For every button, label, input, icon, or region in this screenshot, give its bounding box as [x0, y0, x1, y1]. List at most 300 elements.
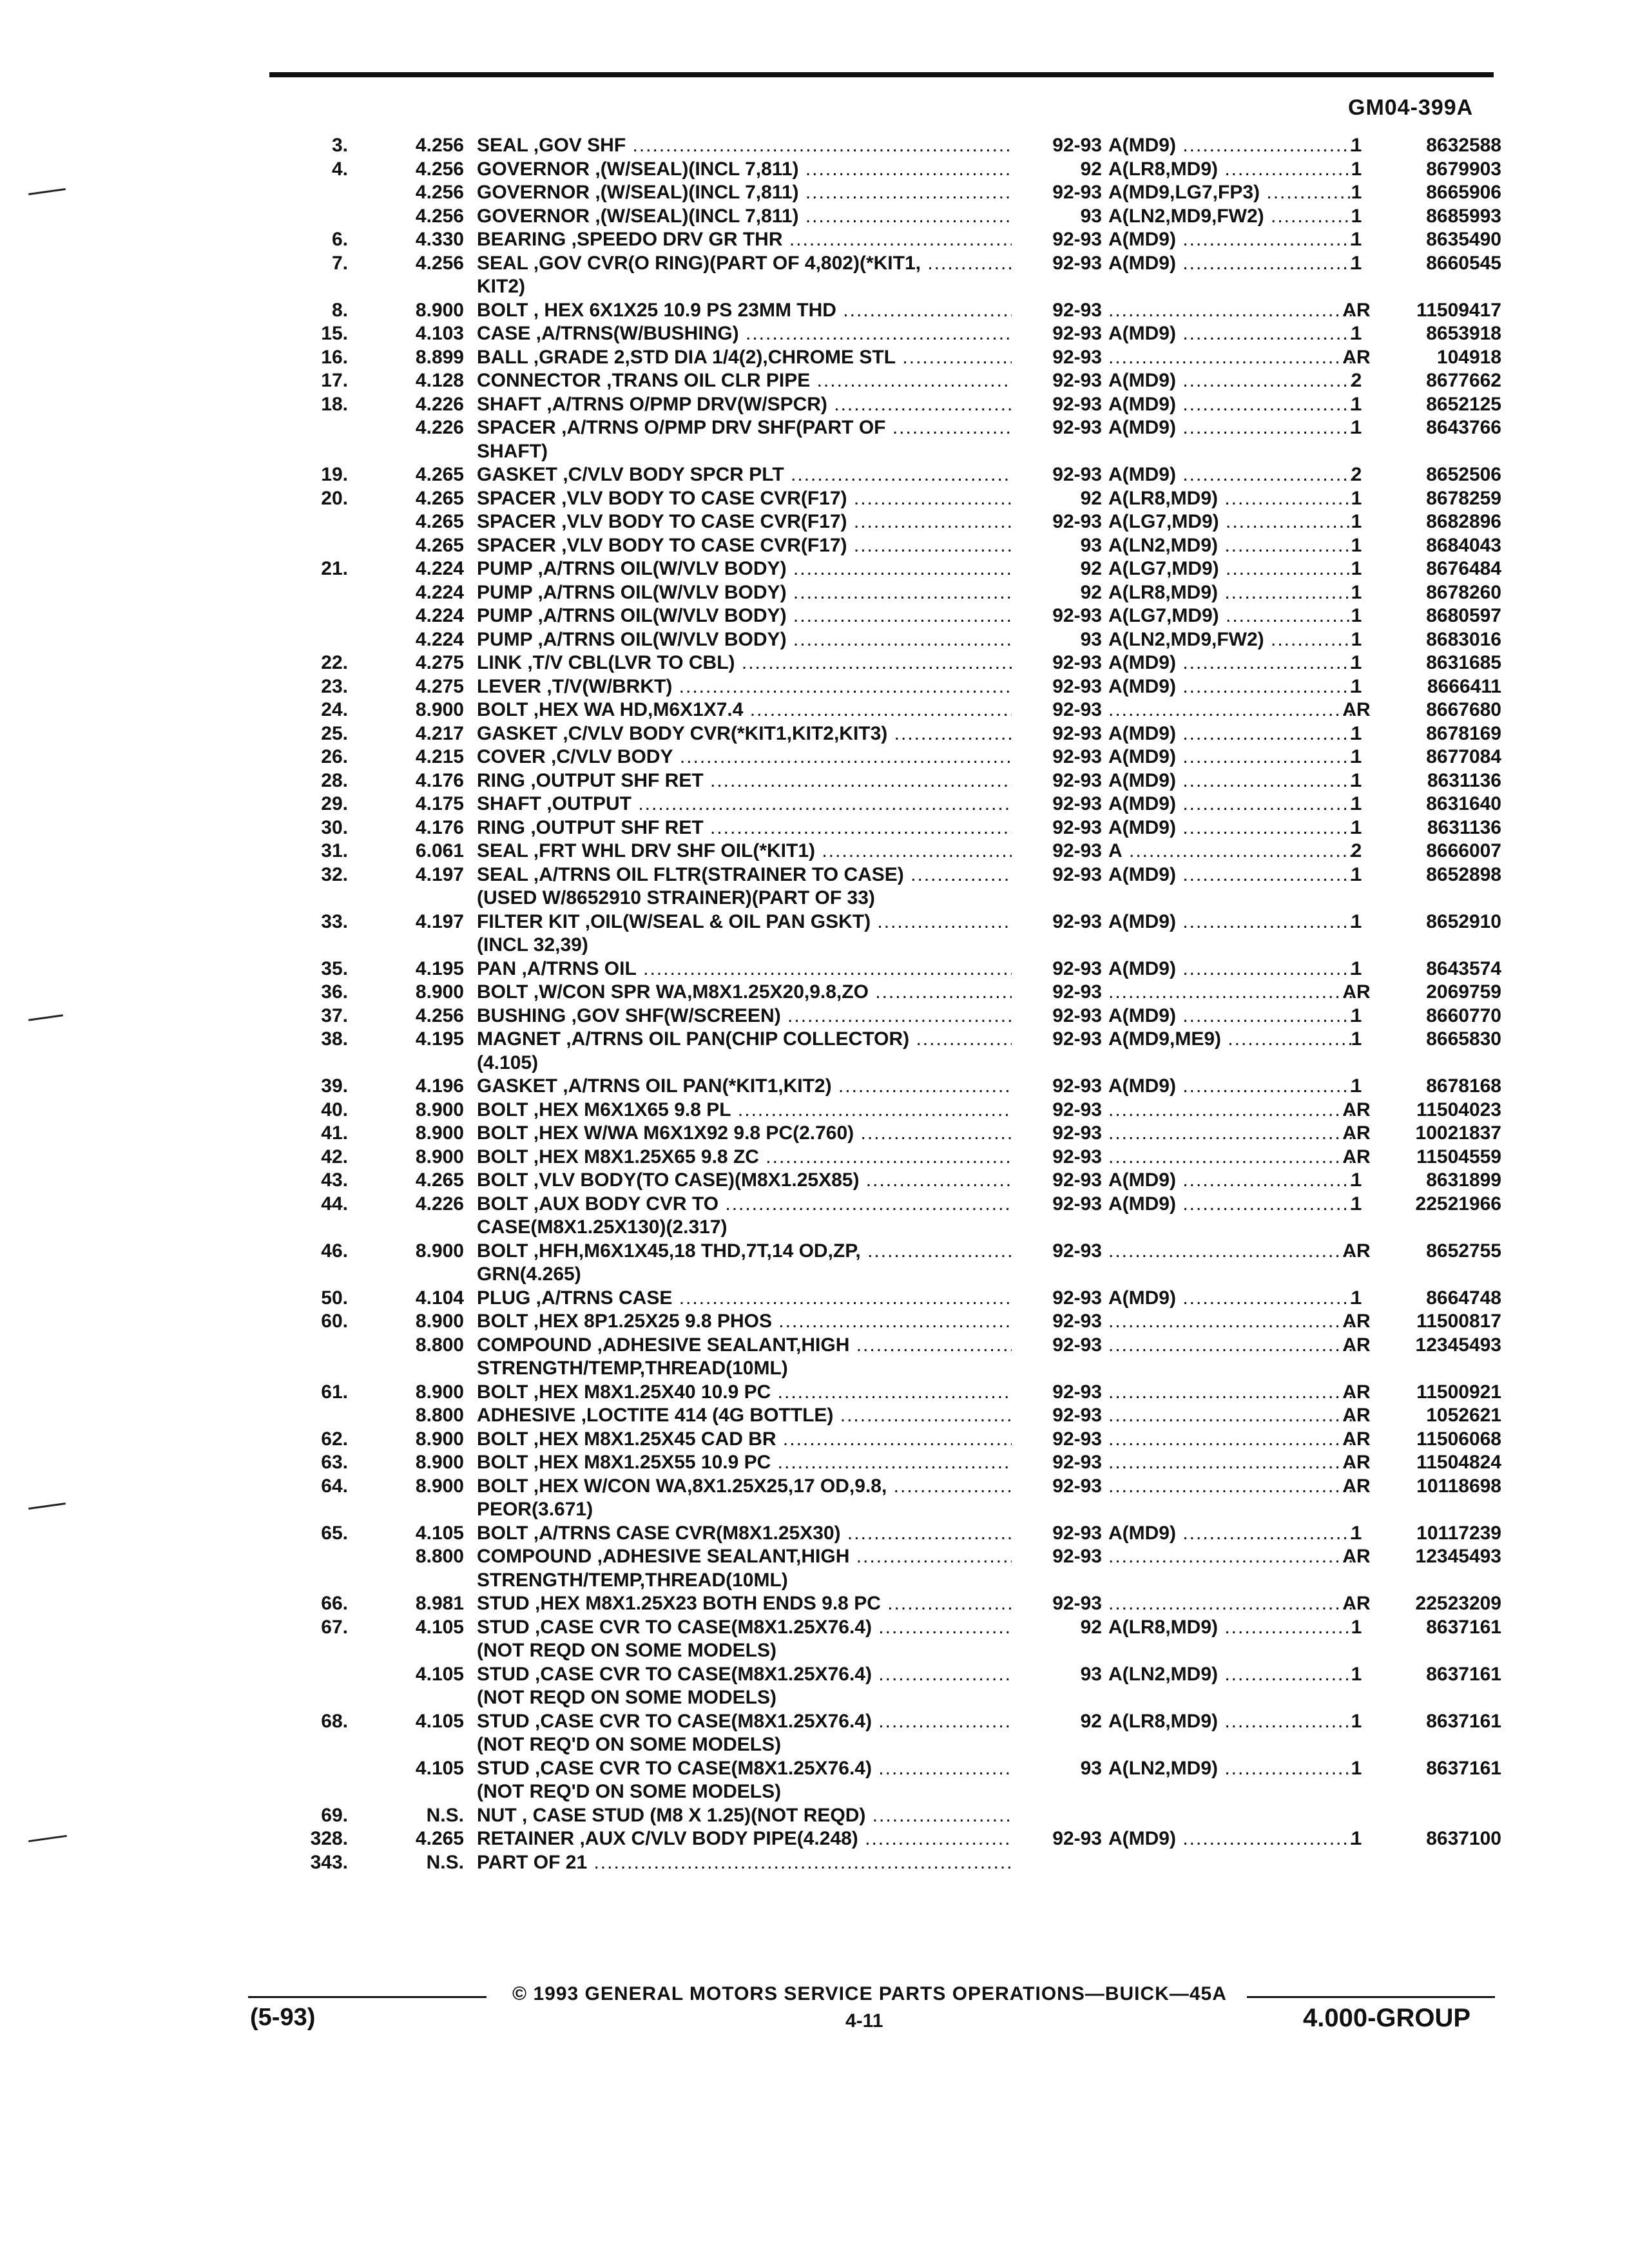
description	[477, 1193, 1012, 1216]
model-years: 92-93	[1052, 699, 1102, 720]
usage-code	[1108, 134, 1353, 157]
model-years: 93	[1080, 628, 1102, 650]
ref-number: 42.	[321, 1146, 348, 1168]
model-years: 92-93	[1052, 1146, 1102, 1168]
description	[477, 863, 1012, 887]
description	[477, 745, 1012, 769]
part-number: 8678260	[1426, 581, 1501, 603]
usage-code-text	[1108, 300, 1353, 321]
part-row-continuation	[0, 1569, 1629, 1593]
part-row	[0, 1404, 1629, 1428]
usage-code	[1108, 1663, 1353, 1686]
group-number: 4.105	[415, 1663, 464, 1685]
model-years: 92	[1080, 1710, 1102, 1732]
description-text: SPACER ,A/TRNS O/PMP DRV SHF(PART OF .....	[477, 417, 1012, 438]
group-number: 4.256	[415, 182, 464, 203]
usage-code	[1108, 840, 1353, 863]
ref-number: 26.	[321, 746, 348, 767]
usage-code	[1108, 1545, 1353, 1568]
description	[477, 769, 1012, 793]
part-number: 8631685	[1426, 652, 1501, 673]
part-number: 8666411	[1427, 675, 1501, 697]
part-row-continuation	[0, 934, 1629, 957]
part-number: 8678168	[1426, 1075, 1501, 1097]
model-years: 92-93	[1052, 910, 1102, 932]
usage-code	[1108, 393, 1353, 416]
ref-number: 17.	[321, 370, 348, 391]
description-text: COVER ,C/VLV BODY .....	[477, 746, 1012, 767]
description	[477, 1287, 1012, 1310]
description	[477, 1663, 1012, 1686]
quantity: 1	[1351, 511, 1362, 532]
ref-number: 64.	[321, 1475, 348, 1497]
description-text: BOLT ,HEX W/CON WA,8X1.25X25,17 OD,9.8, .....	[477, 1475, 1012, 1497]
description	[477, 604, 1012, 628]
ref-number: 44.	[321, 1193, 348, 1215]
part-row	[0, 1757, 1629, 1781]
group-number: 4.256	[415, 1004, 464, 1026]
description	[477, 1757, 1012, 1780]
description	[477, 1780, 1012, 1803]
usage-code	[1108, 793, 1353, 816]
part-row	[0, 1663, 1629, 1687]
group-number: 4.224	[415, 558, 464, 579]
model-years: 92-93	[1052, 252, 1102, 274]
usage-code-text: A(LN2,MD9,FW2) .....	[1108, 629, 1353, 650]
part-row-continuation	[0, 1263, 1629, 1287]
ref-number: 328.	[310, 1828, 348, 1849]
usage-code-text: A(MD9,LG7,FP3) .....	[1108, 182, 1353, 203]
ref-number: 67.	[321, 1616, 348, 1638]
part-number: 8637100	[1426, 1828, 1501, 1849]
ref-number: 25.	[321, 722, 348, 744]
quantity: AR	[1342, 1428, 1371, 1450]
part-row	[0, 416, 1629, 440]
description-text: STRENGTH/TEMP,THREAD(10ML)	[477, 1569, 788, 1591]
description	[477, 275, 1012, 298]
usage-code-text: A(MD9) .....	[1108, 135, 1353, 156]
description-text: BOLT ,HEX WA HD,M6X1X7.4 .....	[477, 699, 1012, 720]
usage-code-text	[1108, 347, 1353, 368]
model-years: 92-93	[1052, 1381, 1102, 1403]
usage-code	[1108, 487, 1353, 510]
description	[477, 722, 1012, 745]
description	[477, 534, 1012, 557]
usage-code-text	[1108, 1452, 1353, 1473]
description	[477, 1169, 1012, 1192]
quantity: AR	[1342, 1405, 1371, 1426]
quantity: 1	[1351, 910, 1362, 932]
model-years: 92-93	[1052, 981, 1102, 1003]
ref-number: 6.	[331, 229, 348, 250]
model-years: 92-93	[1052, 1169, 1102, 1191]
usage-code-text	[1108, 1240, 1353, 1262]
part-row	[0, 910, 1629, 934]
part-number: 8643766	[1426, 417, 1501, 438]
part-row	[0, 1169, 1629, 1193]
usage-code	[1108, 1028, 1353, 1051]
part-row	[0, 957, 1629, 981]
description	[477, 1733, 1012, 1756]
group-number: 6.061	[415, 840, 464, 861]
description-text: SHAFT ,OUTPUT .....	[477, 793, 1012, 814]
part-number: 11504023	[1416, 1099, 1501, 1120]
usage-code	[1108, 322, 1353, 345]
group-number: 4.104	[415, 1287, 464, 1309]
description	[477, 1381, 1012, 1404]
group-number: 4.265	[415, 487, 464, 509]
group-number: 4.105	[415, 1616, 464, 1638]
description-text: MAGNET ,A/TRNS OIL PAN(CHIP COLLECTOR) .....	[477, 1028, 1012, 1050]
group-number: 8.900	[415, 1146, 464, 1168]
description-text: LEVER ,T/V(W/BRKT) .....	[477, 676, 1012, 697]
description-text: BALL ,GRADE 2,STD DIA 1/4(2),CHROME STL .....	[477, 347, 1012, 368]
ref-number: 29.	[321, 793, 348, 814]
usage-code	[1108, 981, 1353, 1004]
model-years: 92-93	[1052, 323, 1102, 344]
part-row-continuation	[0, 1052, 1629, 1075]
ref-number: 7.	[331, 252, 348, 274]
group-number: 8.900	[415, 699, 464, 720]
model-years: 92-93	[1052, 1334, 1102, 1356]
description	[477, 1004, 1012, 1028]
model-years: 92-93	[1052, 1075, 1102, 1097]
description	[477, 322, 1012, 345]
description-text: SPACER ,VLV BODY TO CASE CVR(F17) .....	[477, 488, 1012, 509]
part-row	[0, 463, 1629, 487]
model-years: 92-93	[1052, 1028, 1102, 1050]
part-number: 8652125	[1426, 393, 1501, 415]
group-number: 8.981	[415, 1593, 464, 1614]
usage-code-text	[1108, 1334, 1353, 1356]
model-years: 92-93	[1052, 1311, 1102, 1332]
quantity: 1	[1351, 393, 1362, 415]
quantity: 1	[1351, 323, 1362, 344]
quantity: AR	[1342, 699, 1371, 720]
description	[477, 1122, 1012, 1145]
usage-code	[1108, 557, 1353, 581]
description-text: BOLT ,HEX W/WA M6X1X92 9.8 PC(2.760) .....	[477, 1122, 1012, 1144]
ref-number: 22.	[321, 652, 348, 673]
description	[477, 369, 1012, 392]
model-years: 92-93	[1052, 135, 1102, 156]
part-row	[0, 793, 1629, 816]
model-years: 92-93	[1052, 1240, 1102, 1262]
description	[477, 651, 1012, 675]
part-row	[0, 322, 1629, 346]
group-number: 4.217	[415, 722, 464, 744]
part-row	[0, 1075, 1629, 1099]
description	[477, 1357, 1012, 1380]
part-row	[0, 346, 1629, 370]
usage-code	[1108, 1122, 1353, 1145]
quantity: AR	[1342, 1334, 1371, 1356]
description-text: COMPOUND ,ADHESIVE SEALANT,HIGH .....	[477, 1546, 1012, 1567]
usage-code	[1108, 1522, 1353, 1545]
quantity: 1	[1351, 652, 1362, 673]
description	[477, 1569, 1012, 1592]
part-number: 11506068	[1416, 1428, 1501, 1450]
description	[477, 134, 1012, 157]
description	[477, 487, 1012, 510]
description-text: (NOT REQD ON SOME MODELS)	[477, 1687, 776, 1708]
ref-number: 8.	[331, 299, 348, 321]
quantity: AR	[1342, 1381, 1371, 1403]
parts-list	[0, 134, 1629, 1874]
description	[477, 463, 1012, 486]
part-number: 11504824	[1416, 1452, 1501, 1473]
usage-code-text	[1108, 1546, 1353, 1567]
usage-code	[1108, 1287, 1353, 1310]
usage-code-text: A(MD9) .....	[1108, 1287, 1353, 1309]
quantity: 1	[1351, 1522, 1362, 1544]
part-row-continuation	[0, 1780, 1629, 1804]
usage-code-text: A(MD9) .....	[1108, 394, 1353, 415]
description	[477, 1545, 1012, 1568]
part-row-continuation	[0, 1357, 1629, 1381]
description	[477, 910, 1012, 934]
part-row	[0, 1287, 1629, 1311]
description-text: CASE ,A/TRNS(W/BUSHING) .....	[477, 323, 1012, 344]
part-number: 8683016	[1426, 628, 1501, 650]
usage-code-text: A(LG7,MD9) .....	[1108, 605, 1353, 626]
usage-code-text	[1108, 1475, 1353, 1497]
usage-code	[1108, 628, 1353, 651]
usage-code	[1108, 1710, 1353, 1733]
group-number: 4.226	[415, 1193, 464, 1215]
description	[477, 1404, 1012, 1427]
description	[477, 393, 1012, 416]
description	[477, 840, 1012, 863]
usage-code-text	[1108, 1428, 1353, 1450]
quantity: 1	[1351, 1757, 1362, 1779]
quantity: 1	[1351, 252, 1362, 274]
description-text: (4.105)	[477, 1052, 539, 1073]
part-row	[0, 1193, 1629, 1216]
quantity: AR	[1342, 1593, 1371, 1614]
top-rule	[269, 72, 1494, 77]
description-text: (NOT REQD ON SOME MODELS)	[477, 1640, 776, 1661]
part-row	[0, 158, 1629, 182]
model-years: 92-93	[1052, 299, 1102, 321]
group-number: 4.103	[415, 323, 464, 344]
description	[477, 816, 1012, 840]
part-row	[0, 1545, 1629, 1569]
group-number: 4.226	[415, 393, 464, 415]
group-number: 4.197	[415, 910, 464, 932]
group-number: 8.900	[415, 1452, 464, 1473]
description	[477, 299, 1012, 322]
group-number: 4.197	[415, 863, 464, 885]
usage-code-text	[1108, 1099, 1353, 1120]
usage-code	[1108, 1169, 1353, 1192]
usage-code-text: A(LR8,MD9) .....	[1108, 582, 1353, 603]
part-number: 8660545	[1426, 252, 1501, 274]
description-text: BOLT ,HEX M8X1.25X55 10.9 PC .....	[477, 1452, 1012, 1473]
group-number: 4.224	[415, 605, 464, 626]
usage-code-text: A(LN2,MD9) .....	[1108, 1758, 1353, 1779]
model-years: 92-93	[1052, 840, 1102, 861]
part-number: 8677662	[1426, 370, 1501, 391]
model-years: 92-93	[1052, 1522, 1102, 1544]
model-years: 92	[1080, 558, 1102, 579]
description-text: BOLT ,HEX 8P1.25X25 9.8 PHOS .....	[477, 1311, 1012, 1332]
usage-code-text: A(MD9) .....	[1108, 417, 1353, 438]
usage-code	[1108, 1827, 1353, 1850]
description	[477, 1451, 1012, 1474]
model-years: 92-93	[1052, 1193, 1102, 1215]
ref-number: 63.	[321, 1452, 348, 1473]
usage-code-text: A(MD9) .....	[1108, 323, 1353, 344]
description	[477, 698, 1012, 722]
description	[477, 252, 1012, 275]
ref-number: 35.	[321, 957, 348, 979]
part-number: 8685993	[1426, 205, 1501, 227]
usage-code	[1108, 1240, 1353, 1263]
group-number: 4.330	[415, 229, 464, 250]
quantity: 1	[1351, 1075, 1362, 1097]
ref-number: 68.	[321, 1710, 348, 1732]
usage-code-text: A(MD9) .....	[1108, 370, 1353, 391]
group-number: 4.256	[415, 135, 464, 156]
description-text: BEARING ,SPEEDO DRV GR THR .....	[477, 229, 1012, 250]
group-number: 8.899	[415, 346, 464, 368]
part-number: 8631136	[1427, 816, 1501, 838]
part-number: 8643574	[1426, 957, 1501, 979]
part-number: 11500817	[1416, 1311, 1501, 1332]
ref-number: 31.	[321, 840, 348, 861]
ref-number: 28.	[321, 769, 348, 791]
part-row	[0, 557, 1629, 581]
quantity: 1	[1351, 1169, 1362, 1191]
ref-number: 40.	[321, 1099, 348, 1120]
usage-code-text: A(MD9) .....	[1108, 911, 1353, 932]
part-row	[0, 628, 1629, 652]
description-text: GASKET ,A/TRNS OIL PAN(*KIT1,KIT2) .....	[477, 1075, 1012, 1097]
model-years: 92-93	[1052, 652, 1102, 673]
description	[477, 346, 1012, 369]
usage-code-text: A(MD9,ME9) .....	[1108, 1028, 1353, 1050]
description-text: BOLT , HEX 6X1X25 10.9 PS 23MM THD .....	[477, 300, 1012, 321]
group-number: 4.196	[415, 1075, 464, 1097]
ref-number: 16.	[321, 346, 348, 368]
group-number: 4.256	[415, 252, 464, 274]
model-years: 92-93	[1052, 722, 1102, 744]
description-text: BOLT ,HFH,M6X1X45,18 THD,7T,14 OD,ZP, .....	[477, 1240, 1012, 1262]
description-text: SPACER ,VLV BODY TO CASE CVR(F17) .....	[477, 535, 1012, 556]
usage-code-text: A(MD9) .....	[1108, 676, 1353, 697]
quantity: 1	[1351, 158, 1362, 180]
usage-code-text: A(LR8,MD9) .....	[1108, 1711, 1353, 1732]
ref-number: 50.	[321, 1287, 348, 1309]
description	[477, 675, 1012, 698]
usage-code-text: A .....	[1108, 840, 1353, 861]
part-row-continuation	[0, 1498, 1629, 1522]
quantity: 1	[1351, 769, 1362, 791]
group-number: 4.275	[415, 652, 464, 673]
usage-code-text: A(MD9) .....	[1108, 958, 1353, 979]
model-years: 92-93	[1052, 769, 1102, 791]
part-row-continuation	[0, 440, 1629, 464]
usage-code	[1108, 1004, 1353, 1028]
group-number: 4.265	[415, 1828, 464, 1849]
description-text: ADHESIVE ,LOCTITE 414 (4G BOTTLE) .....	[477, 1405, 1012, 1426]
part-number: 8666007	[1426, 840, 1501, 861]
description-text: SEAL ,GOV SHF .....	[477, 135, 1012, 156]
description	[477, 1498, 1012, 1521]
ref-number: 69.	[321, 1804, 348, 1826]
part-row	[0, 816, 1629, 840]
description-text: PLUG ,A/TRNS CASE .....	[477, 1287, 1012, 1309]
ref-number: 66.	[321, 1593, 348, 1614]
group-number: 8.900	[415, 1311, 464, 1332]
part-row	[0, 1827, 1629, 1851]
model-years: 92-93	[1052, 675, 1102, 697]
usage-code-text	[1108, 1405, 1353, 1426]
quantity: AR	[1342, 1122, 1371, 1144]
usage-code-text: A(LG7,MD9) .....	[1108, 558, 1353, 579]
part-number: 8678169	[1426, 722, 1501, 744]
part-row	[0, 981, 1629, 1004]
part-number: 8637161	[1426, 1616, 1501, 1638]
quantity: AR	[1342, 1546, 1371, 1567]
description-text: STUD ,HEX M8X1.25X23 BOTH ENDS 9.8 PC .....	[477, 1593, 1012, 1614]
description	[477, 1028, 1012, 1051]
quantity: 1	[1351, 675, 1362, 697]
description	[477, 1334, 1012, 1357]
description-text: BOLT ,HEX M8X1.25X40 10.9 PC .....	[477, 1381, 1012, 1403]
usage-code-text: A(MD9) .....	[1108, 1075, 1353, 1097]
usage-code-text: A(MD9) .....	[1108, 229, 1353, 250]
group-number: 4.224	[415, 628, 464, 650]
description-text: BOLT ,VLV BODY(TO CASE)(M8X1.25X85) .....	[477, 1169, 1012, 1191]
usage-code-text	[1108, 981, 1353, 1003]
quantity: 1	[1351, 1193, 1362, 1215]
quantity: 1	[1351, 558, 1362, 579]
group-number: 4.275	[415, 675, 464, 697]
usage-code	[1108, 957, 1353, 981]
usage-code	[1108, 1193, 1353, 1216]
quantity: AR	[1342, 346, 1371, 368]
part-number: 8676484	[1426, 558, 1501, 579]
part-number: 8653918	[1426, 323, 1501, 344]
quantity: 1	[1351, 957, 1362, 979]
description-text: BOLT ,HEX M8X1.25X65 9.8 ZC .....	[477, 1146, 1012, 1168]
group-number: 4.256	[415, 158, 464, 180]
usage-code	[1108, 252, 1353, 275]
model-years: 92-93	[1052, 511, 1102, 532]
ref-number: 43.	[321, 1169, 348, 1191]
part-row	[0, 252, 1629, 276]
group-number: 8.800	[415, 1334, 464, 1356]
usage-code-text: A(LN2,MD9) .....	[1108, 535, 1353, 556]
description-text: (NOT REQ'D ON SOME MODELS)	[477, 1734, 782, 1755]
usage-code	[1108, 1404, 1353, 1427]
model-years: 92-93	[1052, 370, 1102, 391]
usage-code-text: A(MD9) .....	[1108, 1523, 1353, 1544]
part-number: 12345493	[1415, 1546, 1501, 1567]
group-number: 4.195	[415, 1028, 464, 1050]
model-years: 92	[1080, 487, 1102, 509]
usage-code-text: A(MD9) .....	[1108, 793, 1353, 814]
description-text: STUD ,CASE CVR TO CASE(M8X1.25X76.4) .....	[477, 1664, 1012, 1685]
part-row	[0, 534, 1629, 558]
model-years: 92-93	[1052, 746, 1102, 767]
description-text: SEAL ,A/TRNS OIL FLTR(STRAINER TO CASE) .....	[477, 864, 1012, 885]
description-text: (NOT REQ'D ON SOME MODELS)	[477, 1781, 782, 1802]
part-row	[0, 487, 1629, 511]
part-number: 8684043	[1426, 534, 1501, 556]
